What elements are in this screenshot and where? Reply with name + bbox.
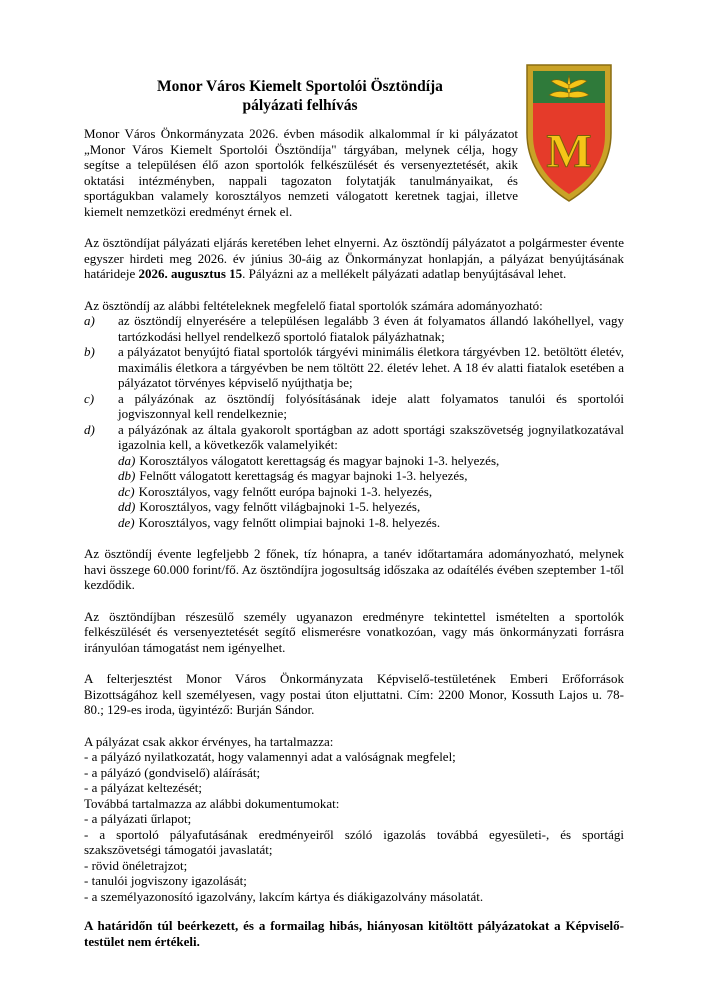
condition-text: a pályázatot benyújtó fiatal sportolók tárgyévi minimális életkora tárgyévben 12. betöltött életév, maximális életkora a tárgyévben be nem töltött 22. életév lehet. A 18 év alatti fiatalok esetében a pályázatot törvényes képviselő nyújthatja be; bbox=[118, 344, 624, 390]
sub-condition-item bbox=[118, 484, 624, 500]
validity-item: - a pályázó (gondviselő) aláírását; bbox=[84, 764, 261, 780]
condition-item bbox=[84, 344, 624, 391]
document-item: - rövid önéletrajzot; bbox=[84, 857, 188, 873]
exclusion-paragraph: Az ösztöndíjban részesülő személy ugyanazon eredményre tekintettel ismételten a sportolók felkészülését és versenyeztetését segítő elismerésre vonatkozóan, vagy más önkormányzati forrásra irányulóan támogatást nem igényelhet. bbox=[84, 608, 624, 655]
sub-condition-text: Korosztályos, vagy felnőtt európa bajnoki 1-3. helyezés, bbox=[138, 483, 433, 499]
document-title bbox=[115, 77, 485, 115]
conditions-list bbox=[84, 313, 624, 530]
condition-label: a) bbox=[84, 313, 95, 328]
sub-condition-text: Felnőtt válogatott kerettagság és magyar bajnoki 1-3. helyezés, bbox=[139, 468, 468, 483]
sub-condition-label: dd) bbox=[118, 499, 136, 514]
sub-condition-text: Korosztályos, vagy felnőtt olimpiai bajnoki 1-8. helyezés. bbox=[138, 514, 441, 530]
sub-conditions-list bbox=[118, 453, 624, 531]
condition-label: c) bbox=[84, 390, 95, 406]
sub-condition-text: Korosztályos, vagy felnőtt világbajnoki 1-5. helyezés, bbox=[139, 499, 421, 514]
sub-condition-label: da) bbox=[118, 452, 136, 468]
crest-letter: M bbox=[546, 125, 592, 178]
condition-item bbox=[84, 422, 624, 531]
validity-item: - a pályázó nyilatkozatát, hogy valamennyi adat a valóságnak megfelel; bbox=[84, 749, 456, 764]
sub-condition-item bbox=[118, 515, 624, 531]
document-item: - tanulói jogviszony igazolását; bbox=[84, 873, 247, 888]
validity-section bbox=[84, 734, 624, 905]
amount-paragraph: Az ösztöndíj évente legfeljebb 2 főnek, tíz hónapra, a tanév időtartamára adományozható, melynek havi összege 60.000 forint/fő. Az ösztöndíjra jogosultság időszaka az odaítélés évében szeptember 1-től kezdődik. bbox=[84, 546, 624, 592]
validity-item: - a pályázat keltezését; bbox=[84, 780, 203, 795]
condition-text: az ösztöndíj elnyerésére a településen legalább 3 éven át folyamatos állandó lakóhellyel, vagy tartózkodási hellyel rendelkező sportoló fiatalok pályázhatnak; bbox=[118, 313, 624, 344]
sub-condition-item bbox=[118, 499, 624, 515]
document-item: - a pályázati űrlapot; bbox=[84, 811, 192, 826]
condition-d-text: a pályázónak az általa gyakorolt sportágban az adott sportági szakszövetség jognyilatkozatával igazolnia kell, a következők valamelyikét: bbox=[118, 421, 624, 452]
condition-label: b) bbox=[84, 344, 95, 359]
application-text-end: . Pályázni az a mellékelt pályázati adatlap benyújtásával lehet. bbox=[242, 266, 567, 281]
sub-condition-label: db) bbox=[118, 468, 136, 483]
condition-label: d) bbox=[84, 421, 95, 437]
sub-condition-label: de) bbox=[118, 514, 135, 530]
condition-item bbox=[84, 391, 624, 422]
sub-condition-label: dc) bbox=[118, 483, 135, 499]
document-item: - a személyazonosító igazolvány, lakcím kártya és diákigazolvány másolatát. bbox=[84, 888, 484, 904]
final-note: A határidőn túl beérkezett, és a formailag hibás, hiányosan kitöltött pályázatokat a Képviselő-testület nem értékeli. bbox=[84, 918, 624, 949]
application-paragraph bbox=[84, 235, 624, 282]
validity-lead: A pályázat csak akkor érvényes, ha tartalmazza: bbox=[84, 733, 334, 749]
conditions-lead: Az ösztöndíj az alábbi feltételeknek megfelelő fiatal sportolók számára adományozható: bbox=[84, 297, 543, 313]
application-text: Az ösztöndíjat pályázati eljárás keretében lehet elnyerni. Az ösztöndíj pályázatot a polgármester évente egyszer hirdeti meg 2026. év június 30-áig az Önkormányzat honlapján, a pályázat benyújtásának határideje bbox=[84, 235, 624, 281]
condition-text: a pályázónak az ösztöndíj folyósításának ideje alatt folyamatos tanulói és sportolói jogviszonnyal kell rendelkeznie; bbox=[118, 390, 624, 421]
condition-item bbox=[84, 313, 624, 344]
sub-condition-item bbox=[118, 453, 624, 469]
conditions-section bbox=[84, 298, 624, 531]
title-line-2: pályázati felhívás bbox=[242, 97, 358, 114]
submission-paragraph: A felterjesztést Monor Város Önkormányzata Képviselő-testületének Emberi Erőforrások Bizottságához kell személyesen, vagy postai úton eljuttatni. Cím: 2200 Monor, Kossuth Lajos u. 78-80.; 129-es iroda, ügyintéző: Burján Sándor. bbox=[84, 671, 624, 717]
condition-text bbox=[118, 422, 624, 531]
documents-lead: Továbbá tartalmazza az alábbi dokumentumokat: bbox=[84, 795, 340, 811]
document-body bbox=[84, 126, 624, 949]
sub-condition-text: Korosztályos válogatott kerettagság és magyar bajnoki 1-3. helyezés, bbox=[139, 452, 500, 468]
deadline-date: 2026. augusztus 15 bbox=[138, 266, 243, 281]
sub-condition-item bbox=[118, 468, 624, 484]
title-line-1: Monor Város Kiemelt Sportolói Ösztöndíja bbox=[157, 78, 443, 95]
intro-paragraph: Monor Város Önkormányzata 2026. évben második alkalommal ír ki pályázatot „Monor Város Kiemelt Sportolói Ösztöndíja" tárgyában, melynek célja, hogy segítse a településen élő azon sportolók felkészülését és versenyeztetését, akik oktatási intézményben, nappali tagozaton folytatják tanulmányaikat, és sportágukban valamely korosztályos nemzeti válogatott keretnek tagjai, illetve kiemelt nemzetközi eredményt érnek el. bbox=[84, 126, 518, 219]
document-item: - a sportoló pályafutásának eredményeiről szóló igazolás továbbá egyesületi-, és sportági szakszövetségi támogatói javaslatát; bbox=[84, 826, 624, 857]
